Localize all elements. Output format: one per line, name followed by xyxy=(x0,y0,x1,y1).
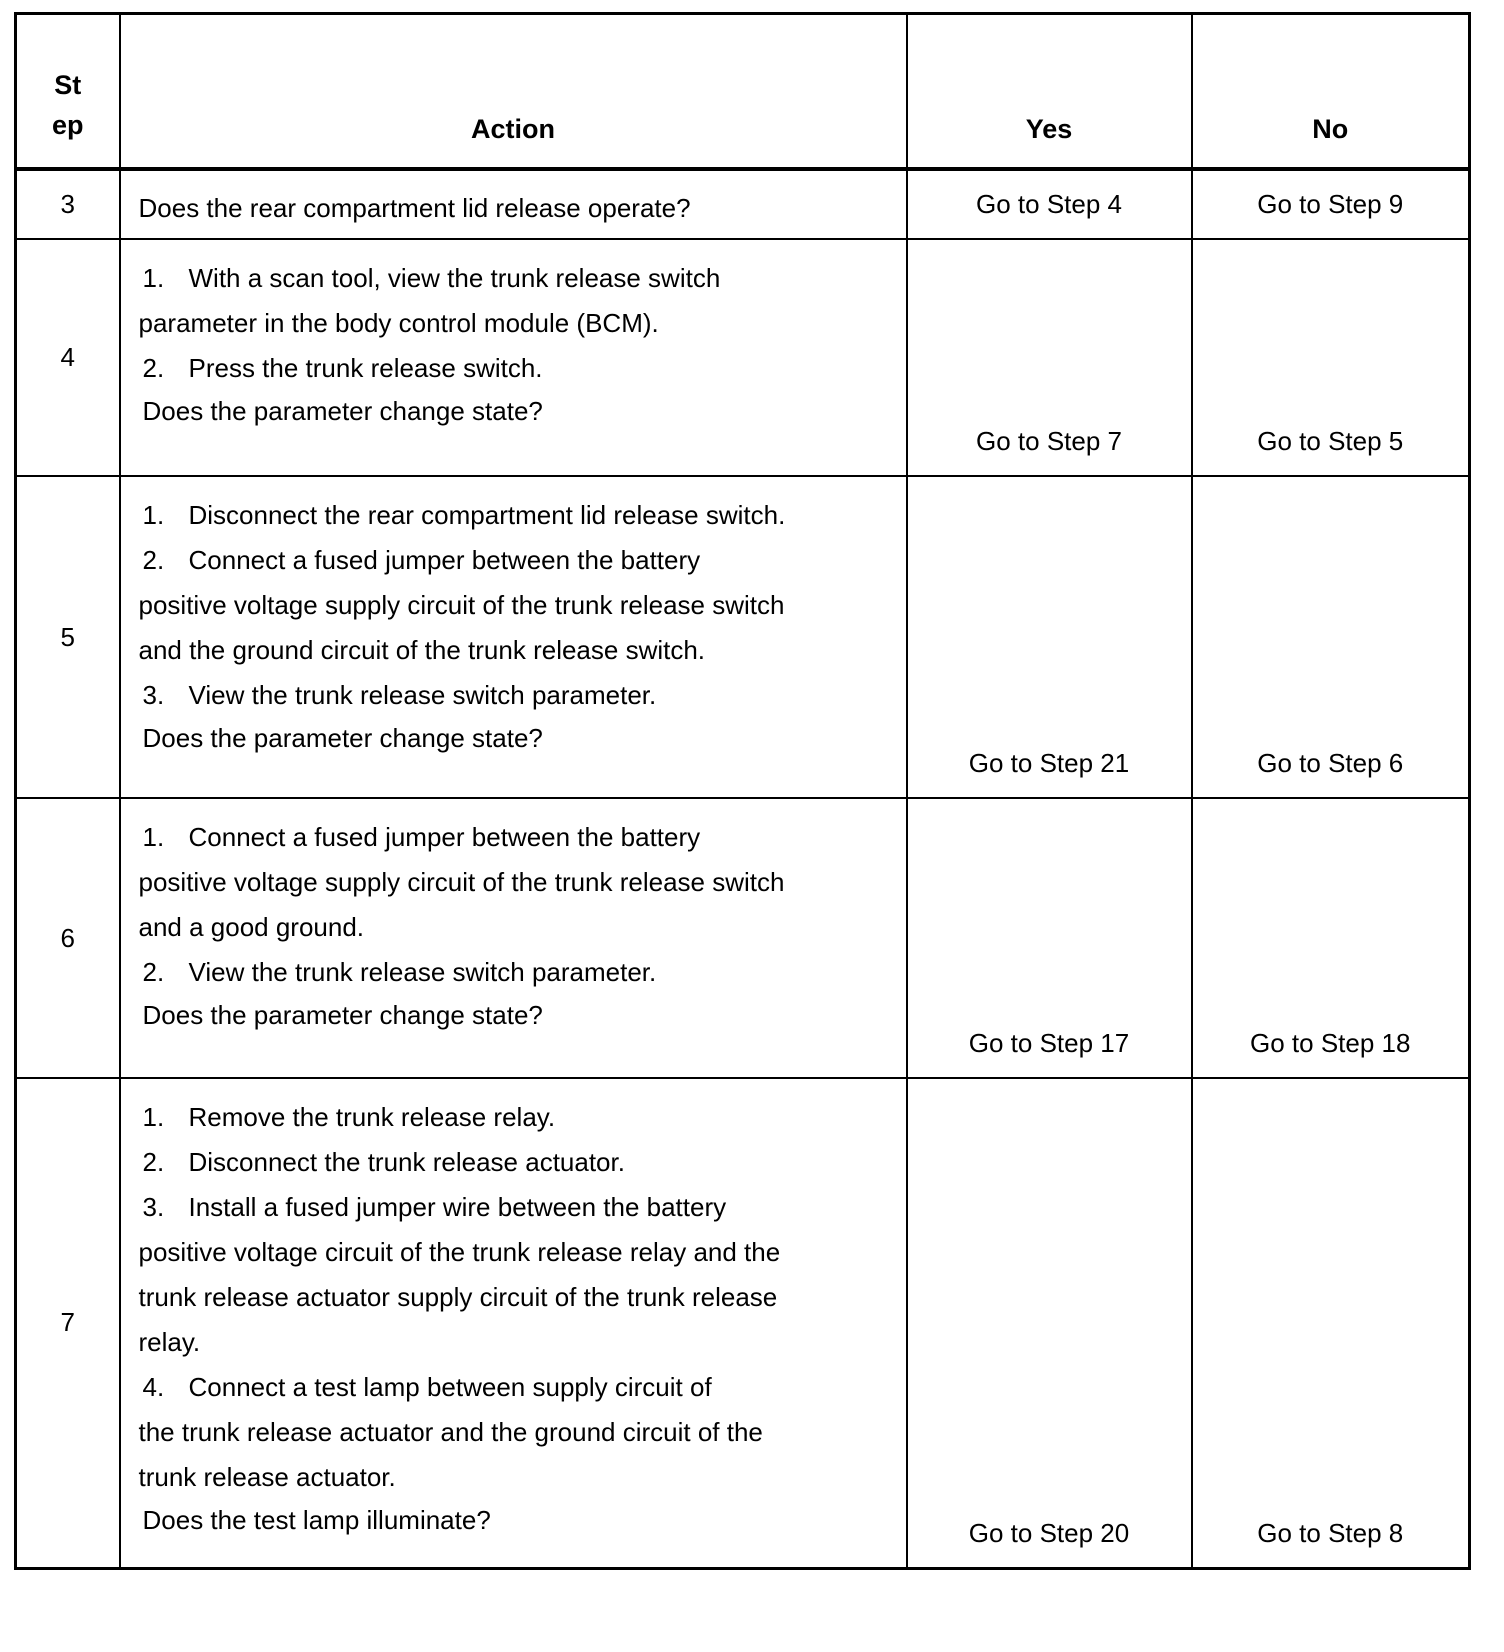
action-line-text: and the ground circuit of the trunk release switch. xyxy=(138,635,706,665)
action-question: Does the rear compartment lid release operate? xyxy=(138,192,691,223)
action-line xyxy=(139,1410,896,1455)
action-question: Does the test lamp illuminate? xyxy=(142,1505,491,1535)
action-line-text: the trunk release actuator and the ground circuit of the xyxy=(138,1417,763,1447)
yes-result: Go to Step 21 xyxy=(907,476,1192,798)
action-line-text: View the trunk release switch parameter. xyxy=(188,957,657,987)
table-row xyxy=(16,1078,1470,1568)
action-line-text: Connect a fused jumper between the battery xyxy=(188,545,701,575)
action-line xyxy=(139,583,896,628)
step-number: 6 xyxy=(16,798,120,1078)
action-line-number: 3. xyxy=(142,1192,165,1222)
action-line-text: trunk release actuator. xyxy=(138,1462,396,1492)
step-number: 4 xyxy=(16,239,120,476)
action-question: Does the parameter change state? xyxy=(142,723,543,753)
action-line xyxy=(139,346,896,391)
action-line xyxy=(139,301,896,346)
action-line-number: 2. xyxy=(142,1147,165,1177)
action-cell xyxy=(120,476,907,798)
header-action: Action xyxy=(120,14,907,170)
action-line-text: Disconnect the trunk release actuator. xyxy=(188,1147,625,1177)
action-line xyxy=(139,1320,896,1365)
action-line-number: 1. xyxy=(142,263,165,293)
action-line-text: View the trunk release switch parameter. xyxy=(188,680,657,710)
step-number: 3 xyxy=(16,169,120,239)
action-line xyxy=(139,1275,896,1320)
action-line xyxy=(139,905,896,950)
action-line-number: 2. xyxy=(142,545,165,575)
no-result: Go to Step 5 xyxy=(1192,239,1470,476)
action-line-text: Press the trunk release switch. xyxy=(188,353,543,383)
action-line-text: positive voltage circuit of the trunk release relay and the xyxy=(138,1237,781,1267)
action-line xyxy=(139,1095,896,1140)
table-row xyxy=(16,169,1470,239)
action-line-text: Install a fused jumper wire between the battery xyxy=(188,1192,727,1222)
no-result: Go to Step 8 xyxy=(1192,1078,1470,1568)
table-row xyxy=(16,798,1470,1078)
action-line-text: parameter in the body control module (BCM). xyxy=(138,308,659,338)
header-no: No xyxy=(1192,14,1470,170)
action-line xyxy=(139,1230,896,1275)
header-step-line1: St xyxy=(54,70,82,100)
action-line xyxy=(139,538,896,583)
diagnostic-table xyxy=(14,12,1471,1570)
action-line-number: 3. xyxy=(142,680,165,710)
action-line-text: positive voltage supply circuit of the trunk release switch xyxy=(138,867,785,897)
step-number: 5 xyxy=(16,476,120,798)
header-yes: Yes xyxy=(907,14,1192,170)
action-line xyxy=(139,493,896,538)
action-line-text: relay. xyxy=(138,1327,201,1357)
step-number: 7 xyxy=(16,1078,120,1568)
action-line-text: Disconnect the rear compartment lid release switch. xyxy=(188,500,786,530)
action-line-text: Connect a test lamp between supply circuit of xyxy=(188,1372,712,1402)
action-line-number: 1. xyxy=(142,1102,165,1132)
no-result: Go to Step 18 xyxy=(1192,798,1470,1078)
action-cell xyxy=(120,169,907,239)
action-line-text: trunk release actuator supply circuit of the trunk release xyxy=(138,1282,778,1312)
action-line xyxy=(139,256,896,301)
action-line-text: positive voltage supply circuit of the trunk release switch xyxy=(138,590,785,620)
action-line-text: and a good ground. xyxy=(138,912,365,942)
action-line-text: Connect a fused jumper between the battery xyxy=(188,822,701,852)
yes-result: Go to Step 17 xyxy=(907,798,1192,1078)
action-line-number: 4. xyxy=(142,1372,165,1402)
header-row xyxy=(16,14,1470,170)
action-line-number: 1. xyxy=(142,822,165,852)
action-line xyxy=(139,1455,896,1500)
action-line xyxy=(139,1185,896,1230)
no-result: Go to Step 9 xyxy=(1192,169,1470,239)
yes-result: Go to Step 4 xyxy=(907,169,1192,239)
action-line xyxy=(139,1365,896,1410)
yes-result: Go to Step 7 xyxy=(907,239,1192,476)
action-line xyxy=(139,815,896,860)
action-line-number: 2. xyxy=(142,353,165,383)
action-line xyxy=(139,673,896,718)
action-line xyxy=(139,628,896,673)
action-line-number: 2. xyxy=(142,957,165,987)
action-line xyxy=(139,950,896,995)
action-line-number: 1. xyxy=(142,500,165,530)
table-row xyxy=(16,476,1470,798)
yes-result: Go to Step 20 xyxy=(907,1078,1192,1568)
action-cell xyxy=(120,239,907,476)
no-result: Go to Step 6 xyxy=(1192,476,1470,798)
action-line xyxy=(139,1140,896,1185)
action-line xyxy=(139,860,896,905)
action-question: Does the parameter change state? xyxy=(142,396,543,426)
table-row xyxy=(16,239,1470,476)
action-question: Does the parameter change state? xyxy=(142,1000,543,1030)
header-step-line2: ep xyxy=(51,110,84,140)
action-cell xyxy=(120,1078,907,1568)
action-line-text: With a scan tool, view the trunk release switch xyxy=(188,263,721,293)
action-line-text: Remove the trunk release relay. xyxy=(188,1102,556,1132)
header-step xyxy=(16,14,120,170)
action-cell xyxy=(120,798,907,1078)
